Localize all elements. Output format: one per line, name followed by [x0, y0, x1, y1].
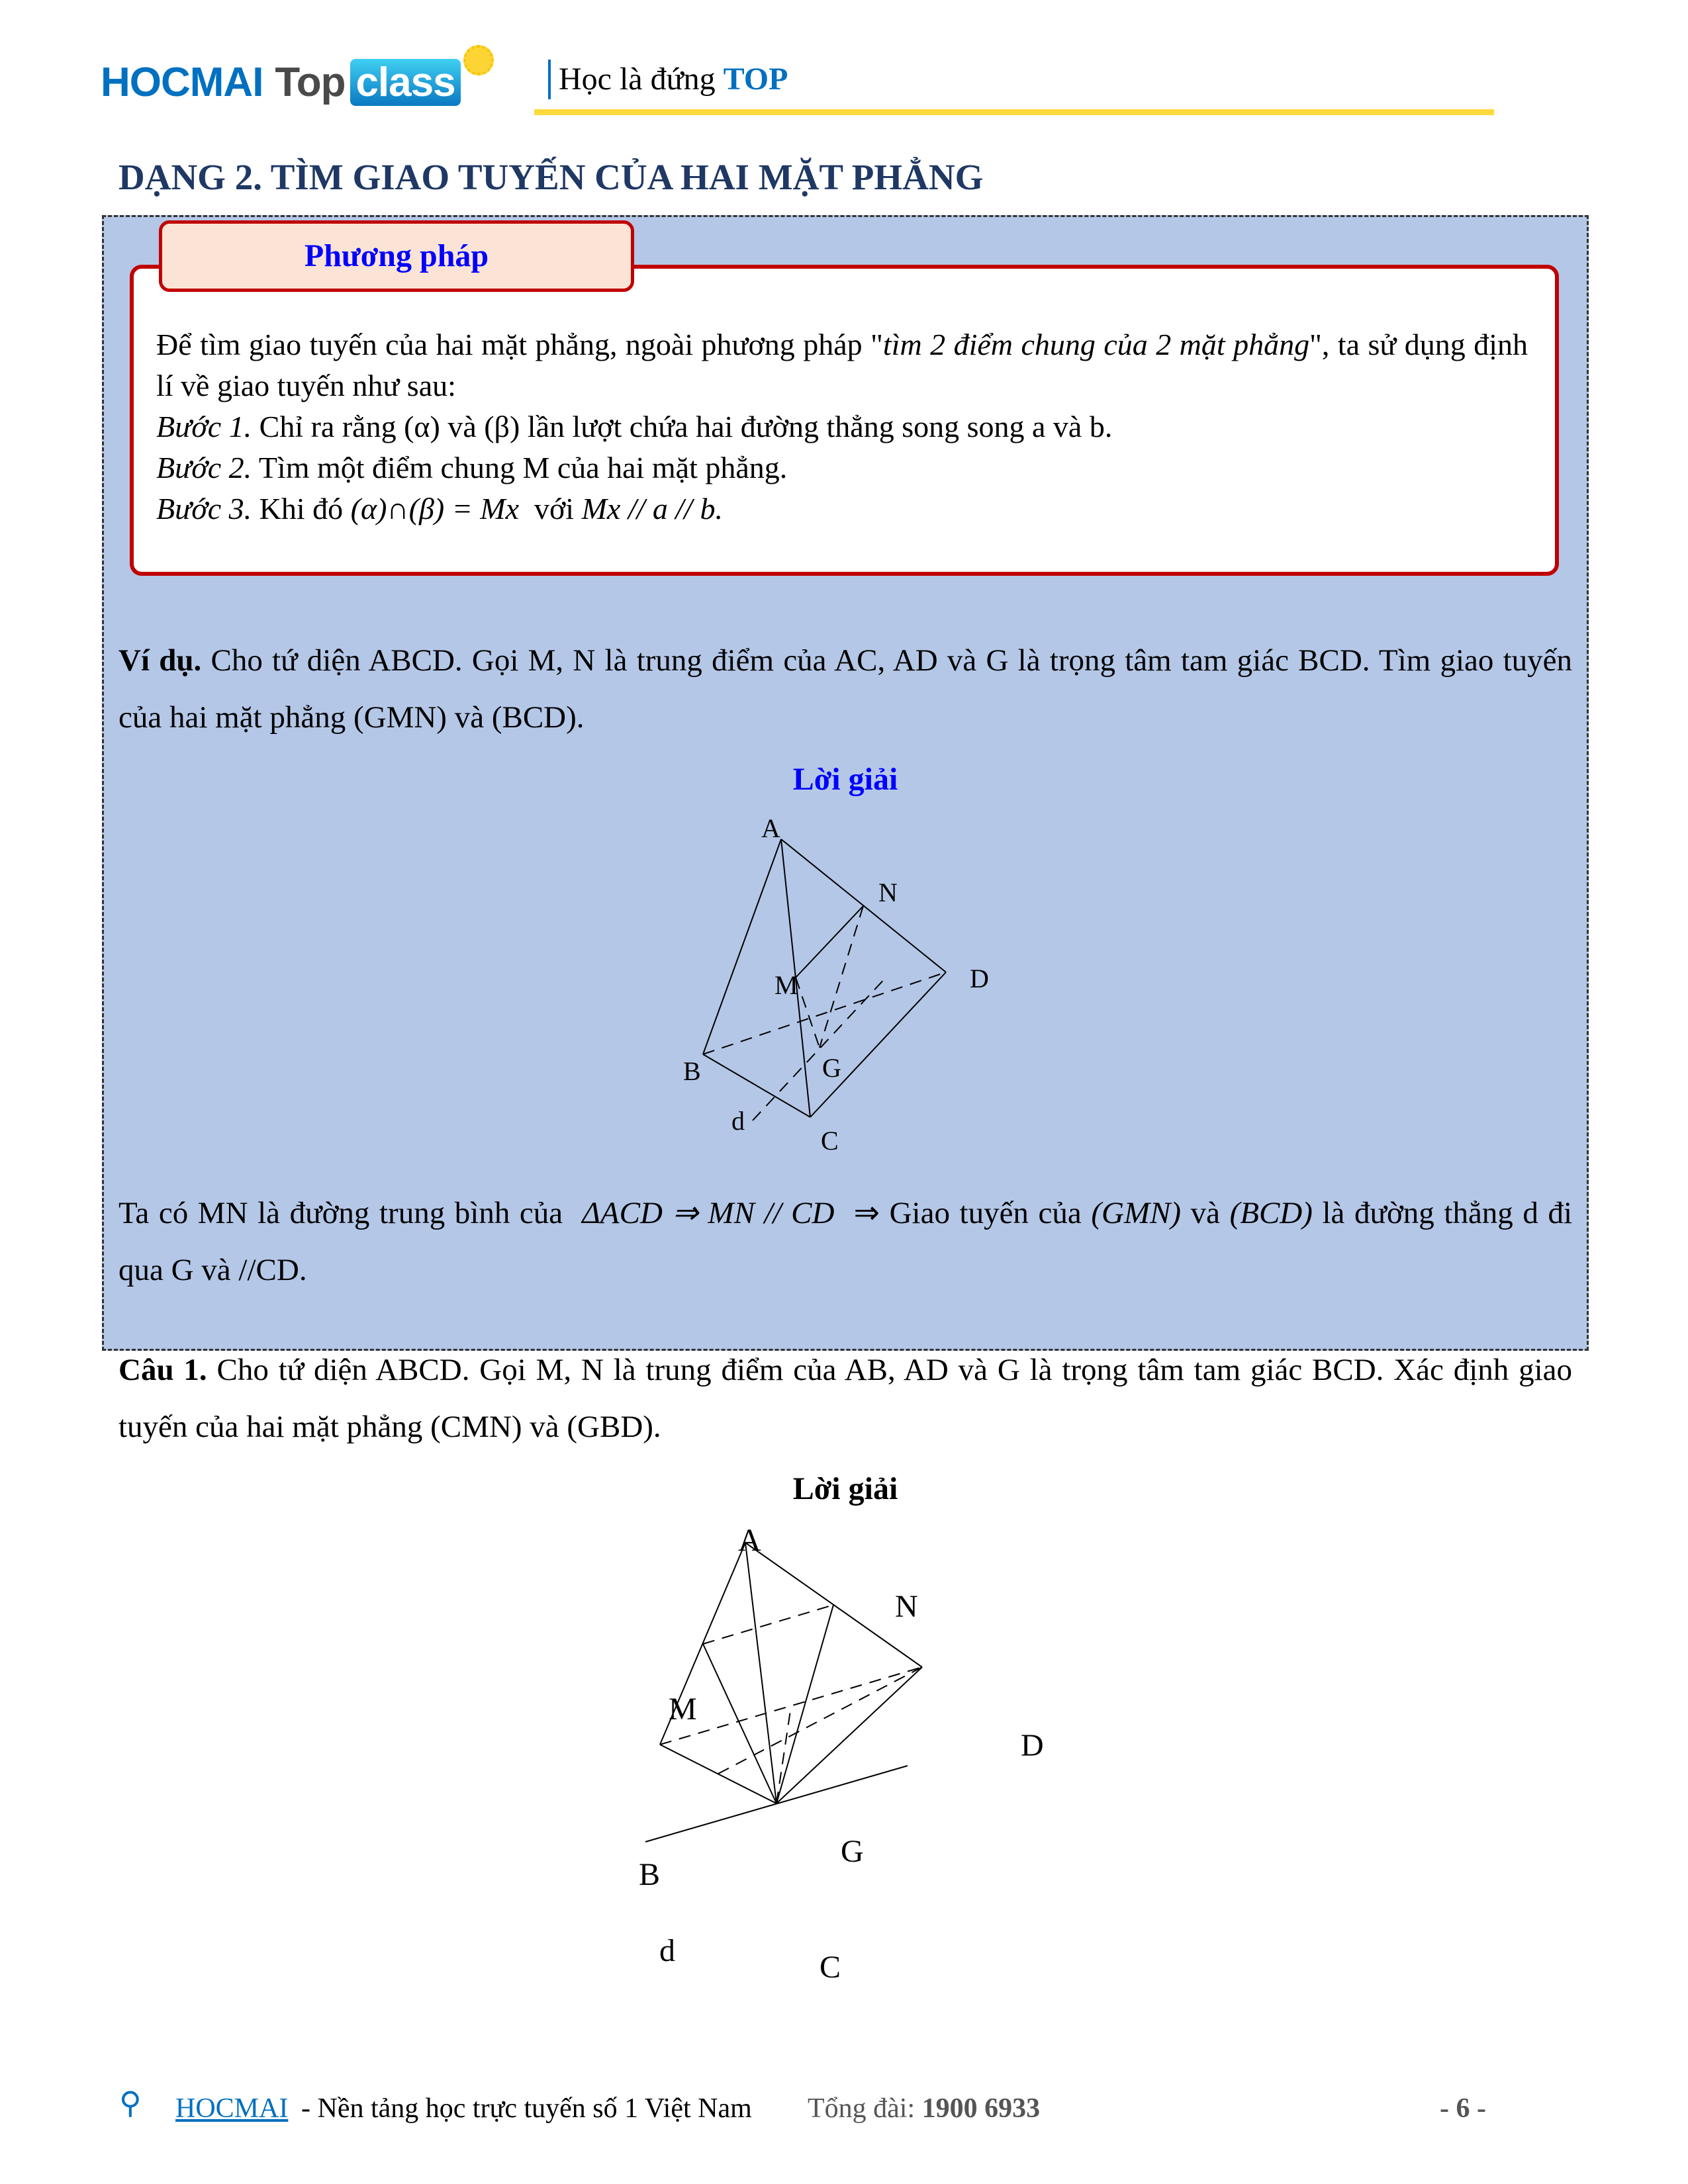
fig2-label-d: D — [1021, 1728, 1044, 1763]
example-conclusion: Ta có MN là đường trung bình của ΔACD ⇒ MN // CD ⇒ Giao tuyến của (GMN) và (BCD) là đường thẳng d đi qua G và //CD. — [118, 1196, 1573, 1287]
fig2-label-a: A — [738, 1523, 761, 1558]
method-tab: Phương pháp — [159, 220, 634, 292]
footer-tagline: - Nền tảng học trực tuyến số 1 Việt Nam — [301, 2093, 752, 2124]
logo-class: class — [350, 59, 460, 106]
fig1-label-b: B — [683, 1056, 701, 1086]
question1-solution-label: Lời giải — [792, 1471, 898, 1506]
logo-hocmai: HOCMAI — [101, 59, 263, 105]
fig1-label-d-line: d — [731, 1106, 745, 1136]
method-step-2: Bước 2. Tìm một điểm chung M của hai mặt phẳng. — [156, 451, 788, 484]
fig1-label-n: N — [878, 878, 898, 907]
example-solution-label: Lời giải — [792, 762, 898, 797]
fig2-label-m: M — [669, 1692, 697, 1727]
example-problem: Ví dụ. Cho tứ diện ABCD. Gọi M, N là trung điểm của AC, AD và G là trọng tâm tam giác BCD. Tìm giao tuyến của hai mặt phẳng (GMN) và (BCD). — [118, 643, 1573, 735]
method-step-1: Bước 1. Chỉ ra rằng (α) và (β) lần lượt chứa hai đường thẳng song song a và b. — [156, 410, 1113, 443]
fig1-label-m: M — [774, 970, 798, 1000]
question-1: Câu 1. Cho tứ diện ABCD. Gọi M, N là trung điểm của AB, AD và G là trọng tâm tam giác BCD. Xác định giao tuyến của hai mặt phẳng (CMN) và (GBD). — [118, 1353, 1573, 1444]
fig1-label-a: A — [761, 813, 780, 843]
fig1-label-c: C — [821, 1126, 839, 1156]
footer-hotline: Tổng đài: 1900 6933 — [808, 2093, 1041, 2124]
fig1-label-d: D — [970, 964, 989, 993]
fig2-label-d-line: d — [659, 1933, 675, 1968]
method-step-3: Bước 3. Khi đó (α)∩(β) = Mx với Mx // a // b. — [156, 492, 723, 525]
fig2-label-n: N — [895, 1589, 918, 1624]
fig2-label-g: G — [841, 1834, 864, 1869]
fig2-label-b: B — [639, 1857, 661, 1892]
logo-top: Top — [275, 59, 346, 105]
fig2-label-c: C — [820, 1950, 841, 1985]
footer — [119, 2085, 1509, 2138]
slogan-top: TOP — [723, 62, 788, 97]
footer-brand-link[interactable]: HOCMAI — [175, 2093, 289, 2124]
method-intro: Để tìm giao tuyến của hai mặt phẳng, ngoài phương pháp "tìm 2 điểm chung của 2 mặt phẳng", ta sử dụng định lí về giao tuyến như sau: — [156, 328, 1528, 402]
hocmai-people-icon: ⚲ — [119, 2086, 142, 2120]
slogan-text: Học là đứng — [559, 62, 716, 97]
section-heading: DẠNG 2. TÌM GIAO TUYẾN CỦA HAI MẶT PHẲNG — [118, 157, 984, 197]
page-number: - 6 - — [1440, 2093, 1486, 2124]
fig1-label-g: G — [822, 1053, 841, 1083]
